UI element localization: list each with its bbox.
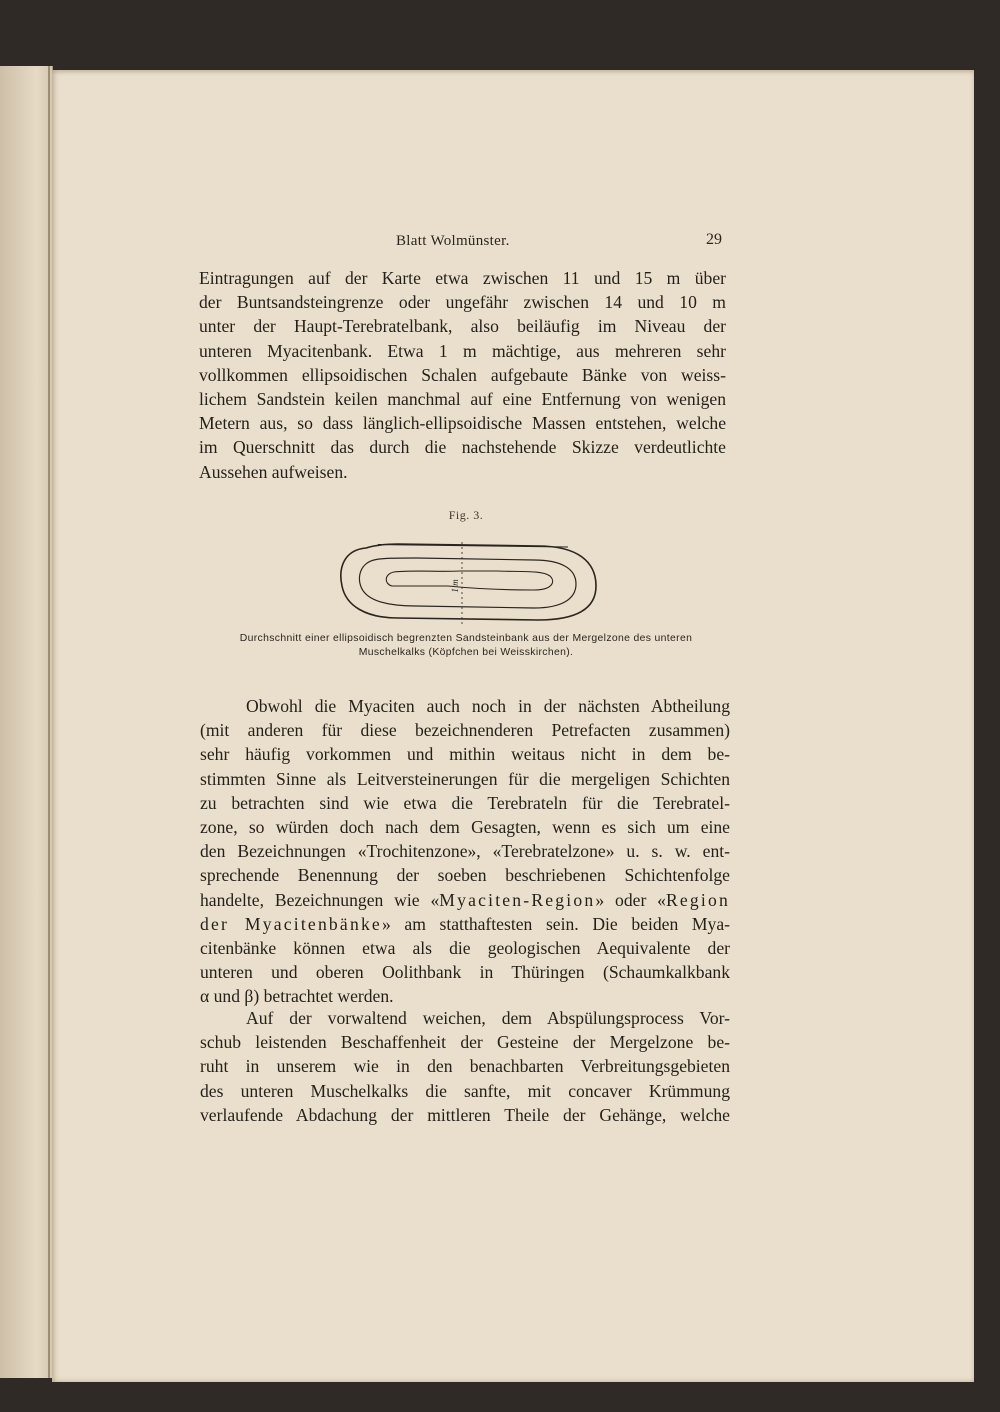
cross-section-figure <box>338 538 600 628</box>
book-gutter <box>48 66 50 1378</box>
figure-caption <box>206 632 726 660</box>
text-line: unteren Myacitenbank. Etwa 1 m mächtige, aus mehreren sehr <box>199 340 726 361</box>
text-line: (mit anderen für diese bezeichnenderen Petrefacten zusammen) <box>200 720 730 741</box>
spaced-term: Myaciten-Region <box>439 889 596 910</box>
text-line: sprechende Benennung der soeben beschriebenen Schichtenfolge <box>200 865 730 886</box>
text-line: α und β) betrachtet werden. <box>200 986 394 1007</box>
text-line: stimmten Sinne als Leitversteinerungen für die mergeligen Schichten <box>200 768 730 789</box>
text-line: zu betrachten sind wie etwa die Terebrateln für die Terebratel- <box>200 792 730 813</box>
running-header <box>200 231 730 253</box>
spaced-term: der Myacitenbänke <box>200 913 382 934</box>
text-line: sehr häufig vorkommen und mithin weitaus nicht in dem be- <box>200 744 730 765</box>
text-line: Metern aus, so dass länglich-ellipsoidische Massen entstehen, welche <box>199 413 726 434</box>
text-line: zone, so würden doch nach dem Gesagten, wenn es sich um eine <box>200 816 730 837</box>
text-line: der Buntsandsteingrenze oder ungefähr zwischen 14 und 10 m <box>199 292 726 313</box>
outer-bank-outline <box>341 544 596 620</box>
page-number: 29 <box>706 231 722 248</box>
text-line: lichem Sandstein keilen manchmal auf eine Entfernung von wenigen <box>199 388 726 409</box>
text-line: Auf der vorwaltend weichen, dem Abspülungsprocess Vor- <box>246 1008 730 1028</box>
text-line: ruht in unserem wie in den benachbarten Verbreitungsgebieten <box>200 1056 730 1077</box>
text-line: verlaufende Abdachung der mittleren Theile der Gehänge, welche <box>200 1104 730 1125</box>
text-line: im Querschnitt das durch die nachstehende Skizze verdeutlichte <box>199 437 726 458</box>
text-run: » am statthaftesten sein. Die beiden Mya- <box>381 913 730 934</box>
text-run: » oder « <box>595 889 666 910</box>
facing-page-edge <box>0 66 53 1378</box>
caption-line: Durchschnitt einer ellipsoidisch begrenzten Sandsteinbank aus der Mergelzone des unteren <box>239 633 693 644</box>
paragraph-3 <box>200 1006 730 1127</box>
paragraph-1 <box>199 266 726 484</box>
text-line: Aussehen aufweisen. <box>199 461 348 482</box>
text-run: handelte, Bezeichnungen wie « <box>200 889 440 910</box>
text-line: des unteren Muschelkalks die sanfte, mit concaver Krümmung <box>200 1080 730 1101</box>
middle-shell-outline <box>359 558 576 608</box>
text-line: den Bezeichnungen «Trochitenzone», «Terebratelzone» u. s. w. ent- <box>200 841 730 862</box>
text-line <box>200 888 730 912</box>
text-line: unteren und oberen Oolithbank in Thüringen (Schaumkalkbank <box>200 962 730 983</box>
paragraph-2 <box>200 694 730 1008</box>
text-line: Eintragungen auf der Karte etwa zwischen 11 und 15 m über <box>199 268 726 288</box>
running-title: Blatt Wolmünster. <box>396 233 510 249</box>
caption-line: Muschelkalks (Köpfchen bei Weisskirchen). <box>358 647 574 658</box>
text-line: Obwohl die Myaciten auch noch in der nächsten Abtheilung <box>246 696 730 716</box>
spaced-term: Region <box>665 889 730 910</box>
text-line: citenbänke können etwa als die geologischen Aequivalente der <box>200 937 730 958</box>
text-line: schub leistenden Beschaffenheit der Gesteine der Mergelzone be- <box>200 1032 730 1053</box>
text-line: unter der Haupt-Terebratelbank, also beiläufig im Niveau der <box>199 316 726 337</box>
figure-label: Fig. 3. <box>448 508 484 522</box>
scale-mark-label: 1 m <box>450 579 460 593</box>
inner-core-outline <box>386 571 552 590</box>
text-line: vollkommen ellipsoidischen Schalen aufgebaute Bänke von weiss- <box>199 364 726 385</box>
text-line <box>200 912 730 936</box>
